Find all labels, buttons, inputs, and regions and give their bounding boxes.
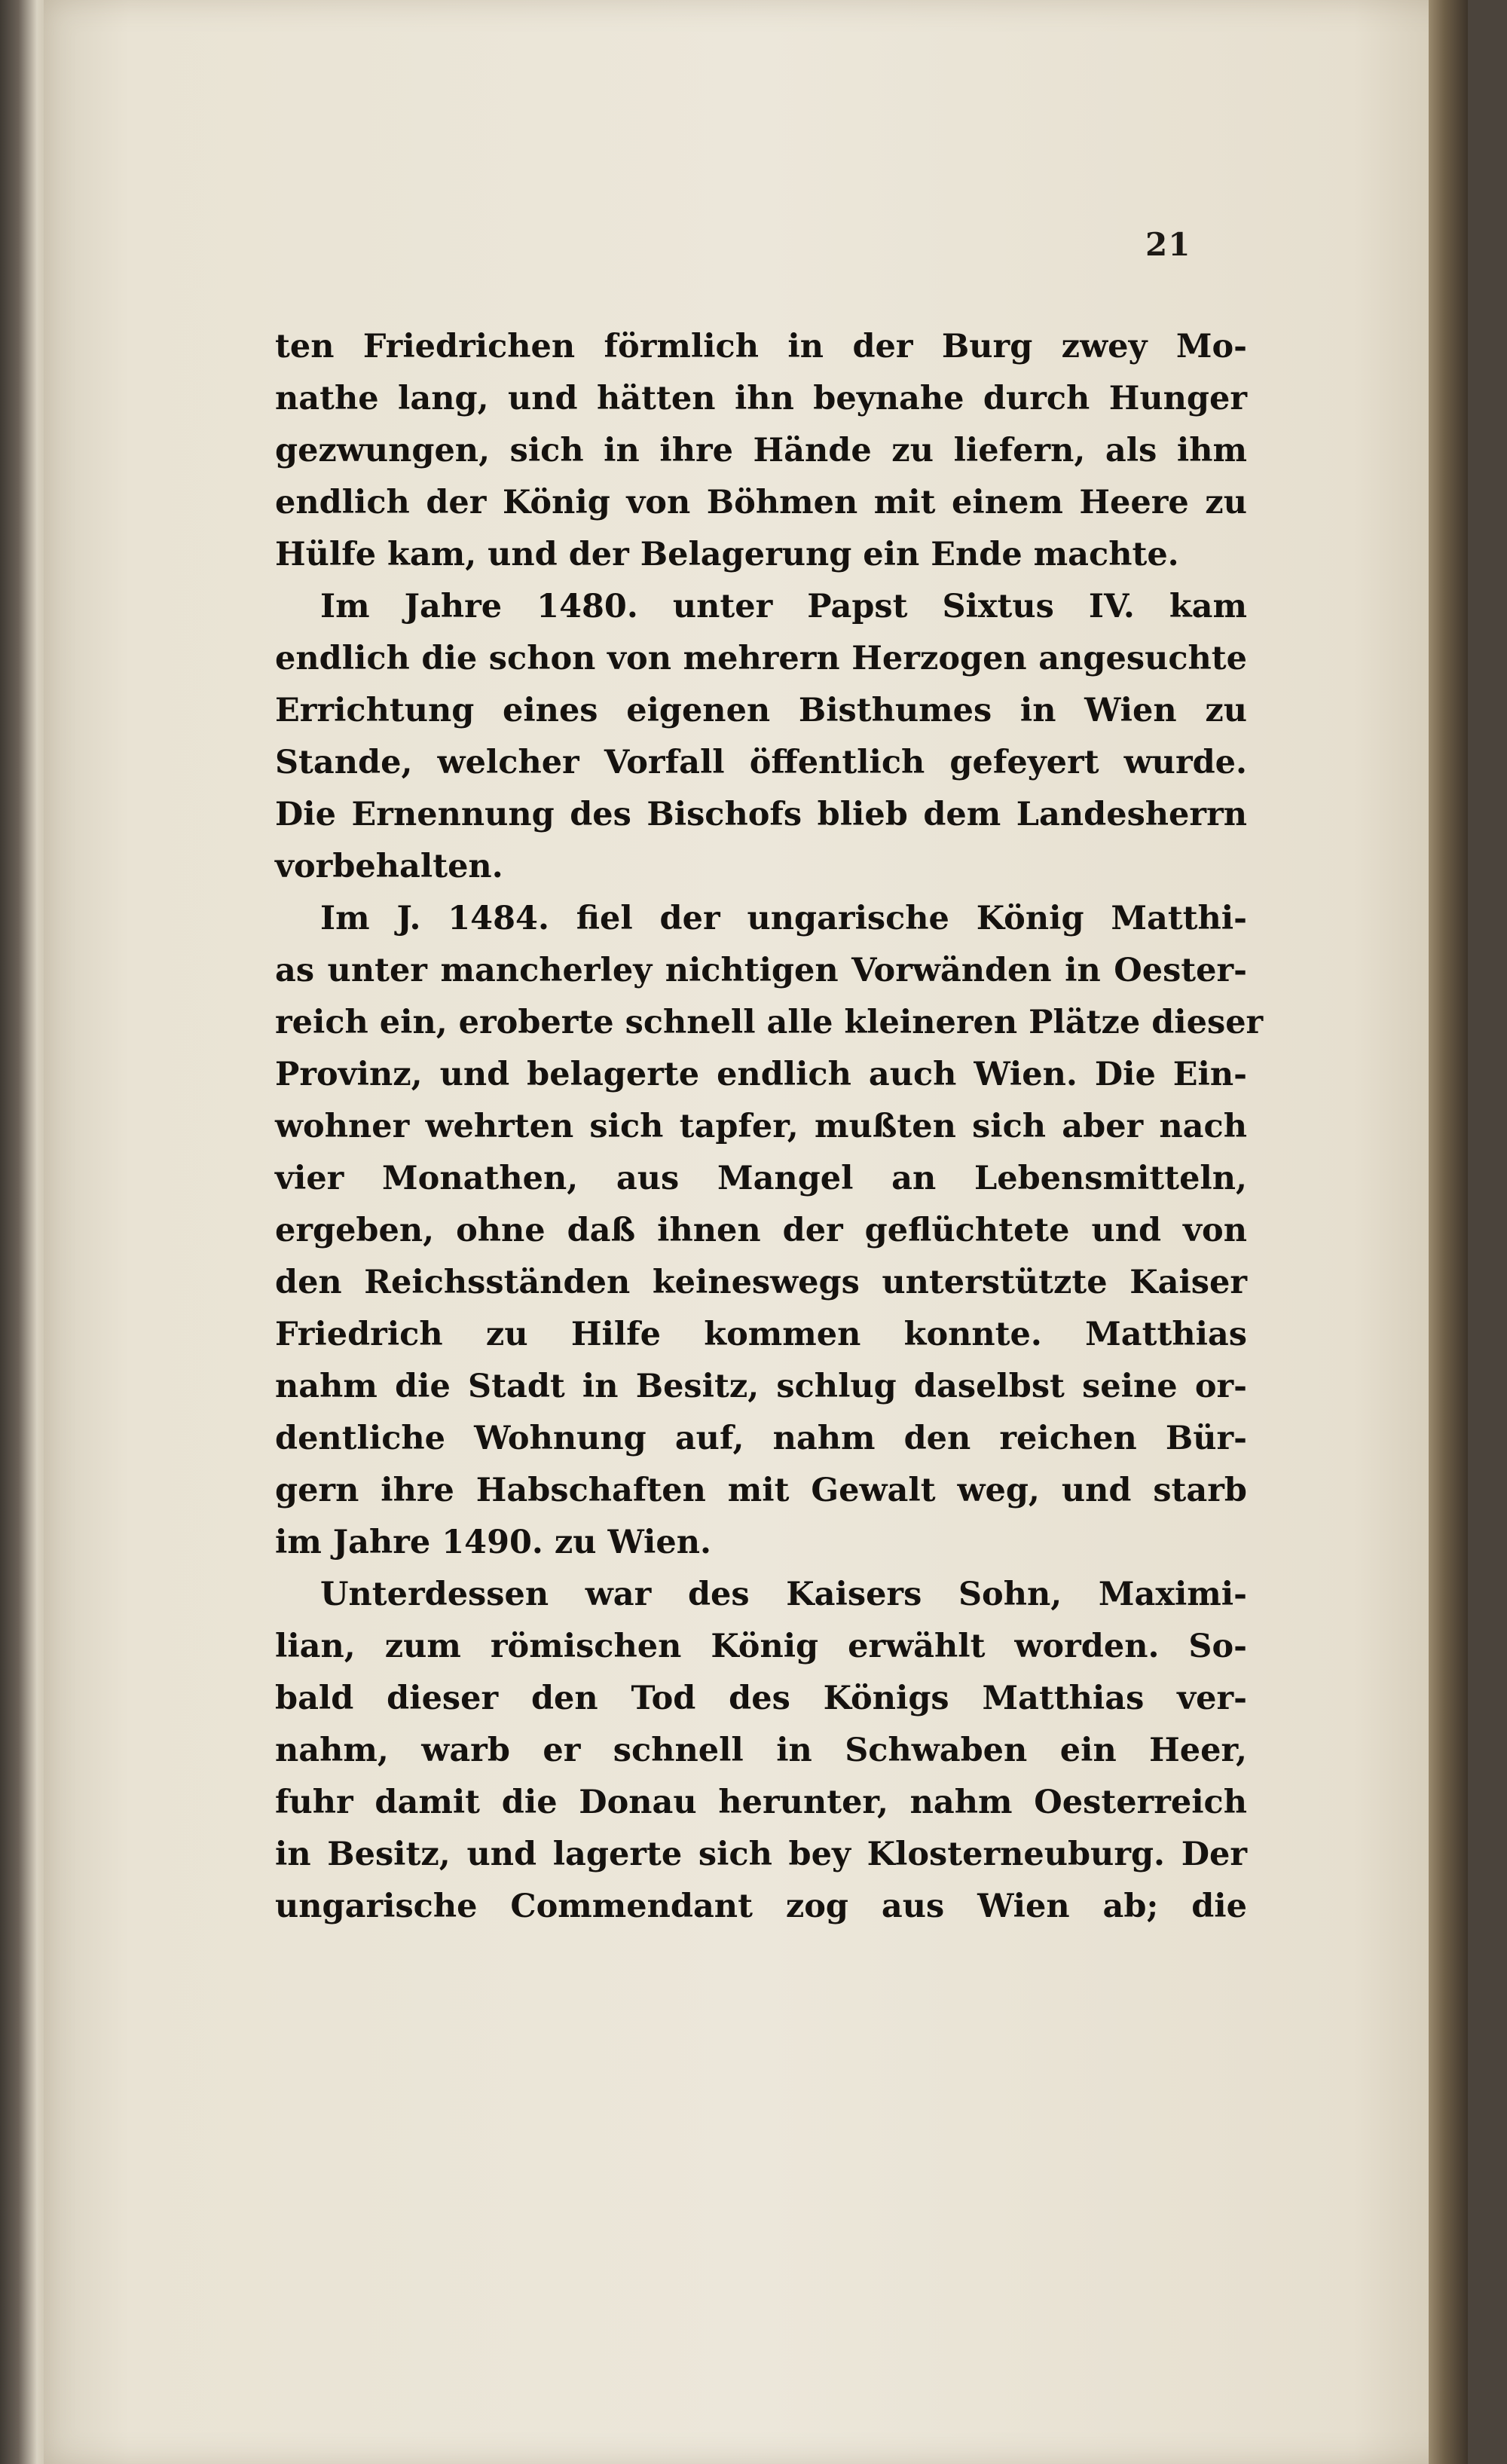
text-line: in Besitz, und lagerte sich bey Klosterneuburg. Der [275,1836,1247,1873]
text-line: im Jahre 1490. zu Wien. [275,1524,711,1561]
text-line: as unter mancherley nichtigen Vorwänden in Oester- [275,952,1247,989]
text-line: nathe lang, und hätten ihn beynahe durch Hunger [275,380,1247,417]
text-line: nahm die Stadt in Besitz, schlug daselbst seine or- [275,1368,1247,1405]
text-line: gezwungen, sich in ihre Hände zu liefern, als ihm [275,432,1247,469]
book-binding [1429,0,1468,2464]
text-line: vorbehalten. [275,848,503,885]
text-line: Errichtung eines eigenen Bisthumes in Wien zu [275,692,1247,729]
text-line: fuhr damit die Donau herunter, nahm Oesterreich [275,1784,1247,1821]
text-line: Hülfe kam, und der Belagerung ein Ende machte. [275,536,1179,573]
text-line: Unterdessen war des Kaisers Sohn, Maximi- [320,1576,1247,1613]
text-line: ergeben, ohne daß ihnen der geflüchtete und von [275,1212,1247,1249]
text-line: wohner wehrten sich tapfer, mußten sich aber nach [275,1108,1247,1145]
text-line: dentliche Wohnung auf, nahm den reichen Bür- [275,1420,1247,1457]
text-line: endlich die schon von mehrern Herzogen angesuchte [275,640,1247,677]
text-line: ten Friedrichen förmlich in der Burg zwey Mo- [275,328,1247,365]
text-line: endlich der König von Böhmen mit einem Heere zu [275,484,1247,521]
text-line: ungarische Commendant zog aus Wien ab; die [275,1888,1247,1925]
page-number: 21 [1145,226,1191,263]
text-line: reich ein, eroberte schnell alle kleineren Plätze dieser [275,1004,1264,1041]
text-line: Provinz, und belagerte endlich auch Wien. Die Ein- [275,1056,1247,1093]
text-line: lian, zum römischen König erwählt worden. So- [275,1628,1247,1665]
text-line: bald dieser den Tod des Königs Matthias ver- [275,1680,1247,1717]
text-line: Stande, welcher Vorfall öffentlich gefeyert wurde. [275,744,1247,781]
text-line: vier Monathen, aus Mangel an Lebensmitteln, [275,1160,1247,1197]
text-line: Im J. 1484. fiel der ungarische König Matthi- [320,900,1247,937]
text-line: Im Jahre 1480. unter Papst Sixtus IV. kam [320,588,1247,625]
text-line: den Reichsständen keineswegs unterstützte Kaiser [275,1264,1247,1301]
text-line: Friedrich zu Hilfe kommen konnte. Matthias [275,1316,1247,1353]
text-line: nahm, warb er schnell in Schwaben ein Heer, [275,1732,1247,1769]
text-line: Die Ernennung des Bischofs blieb dem Landesherrn [275,796,1247,833]
text-line: gern ihre Habschaften mit Gewalt weg, und starb [275,1472,1247,1509]
